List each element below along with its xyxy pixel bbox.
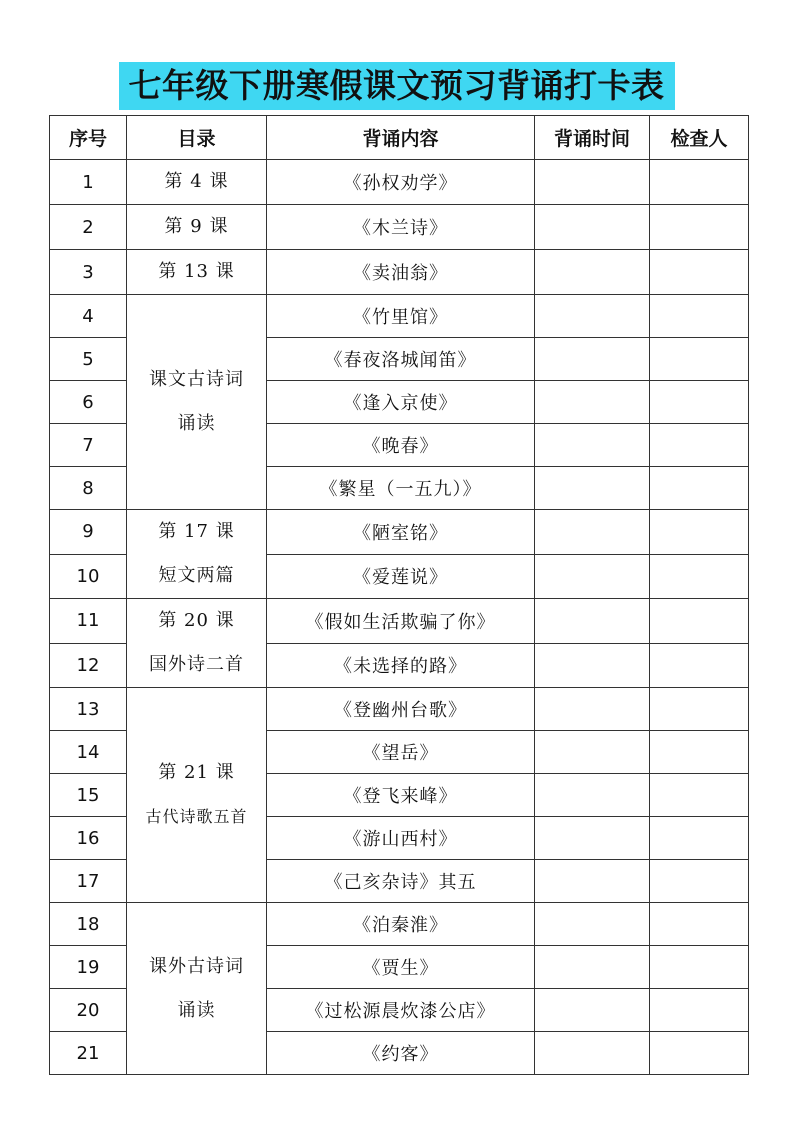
content-cell: 《登飞来峰》 [267, 774, 535, 817]
content-cell: 《约客》 [267, 1032, 535, 1075]
header-time: 背诵时间 [535, 116, 650, 160]
row-number: 11 [50, 599, 127, 644]
catalog-label: 第 4 课 [164, 171, 229, 192]
content-cell: 《假如生活欺骗了你》 [267, 599, 535, 644]
table-row [50, 903, 749, 946]
recitation-checkin-table [49, 115, 749, 1075]
content-cell: 《逢入京使》 [267, 381, 535, 424]
header-no: 序号 [50, 116, 127, 160]
checker-cell[interactable] [650, 946, 749, 989]
catalog-label: 短文两篇 [158, 565, 235, 586]
checker-cell[interactable] [650, 160, 749, 205]
time-cell[interactable] [535, 160, 650, 205]
header-checker: 检查人 [650, 116, 749, 160]
catalog-cell [127, 250, 267, 295]
row-number: 4 [50, 295, 127, 338]
checker-cell[interactable] [650, 554, 749, 599]
row-number: 12 [50, 643, 127, 688]
row-number: 13 [50, 688, 127, 731]
time-cell[interactable] [535, 903, 650, 946]
content-cell: 《贾生》 [267, 946, 535, 989]
content-cell: 《孙权劝学》 [267, 160, 535, 205]
table-header-row [50, 116, 749, 160]
checker-cell[interactable] [650, 643, 749, 688]
row-number: 14 [50, 731, 127, 774]
checker-cell[interactable] [650, 1032, 749, 1075]
time-cell[interactable] [535, 817, 650, 860]
table-row [50, 510, 749, 555]
time-cell[interactable] [535, 510, 650, 555]
time-cell[interactable] [535, 467, 650, 510]
time-cell[interactable] [535, 205, 650, 250]
content-cell: 《爱莲说》 [267, 554, 535, 599]
checker-cell[interactable] [650, 250, 749, 295]
catalog-label: 诵读 [177, 413, 216, 434]
catalog-cell [127, 295, 267, 510]
table-row [50, 295, 749, 338]
content-cell: 《竹里馆》 [267, 295, 535, 338]
row-number: 2 [50, 205, 127, 250]
time-cell[interactable] [535, 731, 650, 774]
time-cell[interactable] [535, 381, 650, 424]
row-number: 19 [50, 946, 127, 989]
time-cell[interactable] [535, 250, 650, 295]
catalog-label: 课外古诗词 [149, 955, 244, 977]
row-number: 10 [50, 554, 127, 599]
content-cell: 《春夜洛城闻笛》 [267, 338, 535, 381]
time-cell[interactable] [535, 643, 650, 688]
content-cell: 《己亥杂诗》其五 [267, 860, 535, 903]
time-cell[interactable] [535, 295, 650, 338]
time-cell[interactable] [535, 688, 650, 731]
row-number: 1 [50, 160, 127, 205]
content-cell: 《卖油翁》 [267, 250, 535, 295]
row-number: 15 [50, 774, 127, 817]
row-number: 17 [50, 860, 127, 903]
checker-cell[interactable] [650, 903, 749, 946]
content-cell: 《繁星（一五九）》 [267, 467, 535, 510]
checker-cell[interactable] [650, 860, 749, 903]
checker-cell[interactable] [650, 338, 749, 381]
checker-cell[interactable] [650, 205, 749, 250]
content-cell: 《望岳》 [267, 731, 535, 774]
checker-cell[interactable] [650, 467, 749, 510]
catalog-label: 第 20 课 [158, 610, 235, 631]
table-row [50, 688, 749, 731]
content-cell: 《陋室铭》 [267, 510, 535, 555]
catalog-label: 国外诗二首 [149, 654, 244, 675]
row-number: 18 [50, 903, 127, 946]
time-cell[interactable] [535, 424, 650, 467]
table-row [50, 599, 749, 644]
catalog-label: 第 21 课 [158, 762, 235, 783]
content-cell: 《未选择的路》 [267, 643, 535, 688]
time-cell[interactable] [535, 554, 650, 599]
checker-cell[interactable] [650, 688, 749, 731]
catalog-label: 诵读 [177, 999, 216, 1021]
row-number: 20 [50, 989, 127, 1032]
time-cell[interactable] [535, 599, 650, 644]
checker-cell[interactable] [650, 599, 749, 644]
header-catalog: 目录 [127, 116, 267, 160]
row-number: 16 [50, 817, 127, 860]
row-number: 8 [50, 467, 127, 510]
catalog-cell [127, 205, 267, 250]
checker-cell[interactable] [650, 381, 749, 424]
row-number: 9 [50, 510, 127, 555]
table-row [50, 160, 749, 205]
table-row [50, 205, 749, 250]
catalog-label: 第 17 课 [158, 521, 235, 542]
content-cell: 《过松源晨炊漆公店》 [267, 989, 535, 1032]
header-content: 背诵内容 [267, 116, 535, 160]
checker-cell[interactable] [650, 424, 749, 467]
time-cell[interactable] [535, 860, 650, 903]
time-cell[interactable] [535, 774, 650, 817]
time-cell[interactable] [535, 989, 650, 1032]
content-cell: 《游山西村》 [267, 817, 535, 860]
catalog-cell [127, 599, 267, 688]
content-cell: 《晚春》 [267, 424, 535, 467]
catalog-label: 第 13 课 [158, 261, 235, 282]
checker-cell[interactable] [650, 510, 749, 555]
time-cell[interactable] [535, 1032, 650, 1075]
row-number: 5 [50, 338, 127, 381]
page-title: 七年级下册寒假课文预习背诵打卡表 [119, 62, 675, 110]
checker-cell[interactable] [650, 295, 749, 338]
checker-cell[interactable] [650, 731, 749, 774]
row-number: 3 [50, 250, 127, 295]
content-cell: 《泊秦淮》 [267, 903, 535, 946]
checker-cell[interactable] [650, 774, 749, 817]
catalog-cell [127, 688, 267, 903]
catalog-label: 课文古诗词 [149, 369, 244, 390]
table-row [50, 250, 749, 295]
row-number: 6 [50, 381, 127, 424]
catalog-cell [127, 510, 267, 599]
time-cell[interactable] [535, 946, 650, 989]
checker-cell[interactable] [650, 817, 749, 860]
row-number: 21 [50, 1032, 127, 1075]
catalog-label: 第 9 课 [164, 216, 229, 237]
catalog-label: 古代诗歌五首 [145, 807, 248, 826]
content-cell: 《木兰诗》 [267, 205, 535, 250]
checker-cell[interactable] [650, 989, 749, 1032]
row-number: 7 [50, 424, 127, 467]
time-cell[interactable] [535, 338, 650, 381]
catalog-cell [127, 160, 267, 205]
content-cell: 《登幽州台歌》 [267, 688, 535, 731]
catalog-cell [127, 903, 267, 1075]
